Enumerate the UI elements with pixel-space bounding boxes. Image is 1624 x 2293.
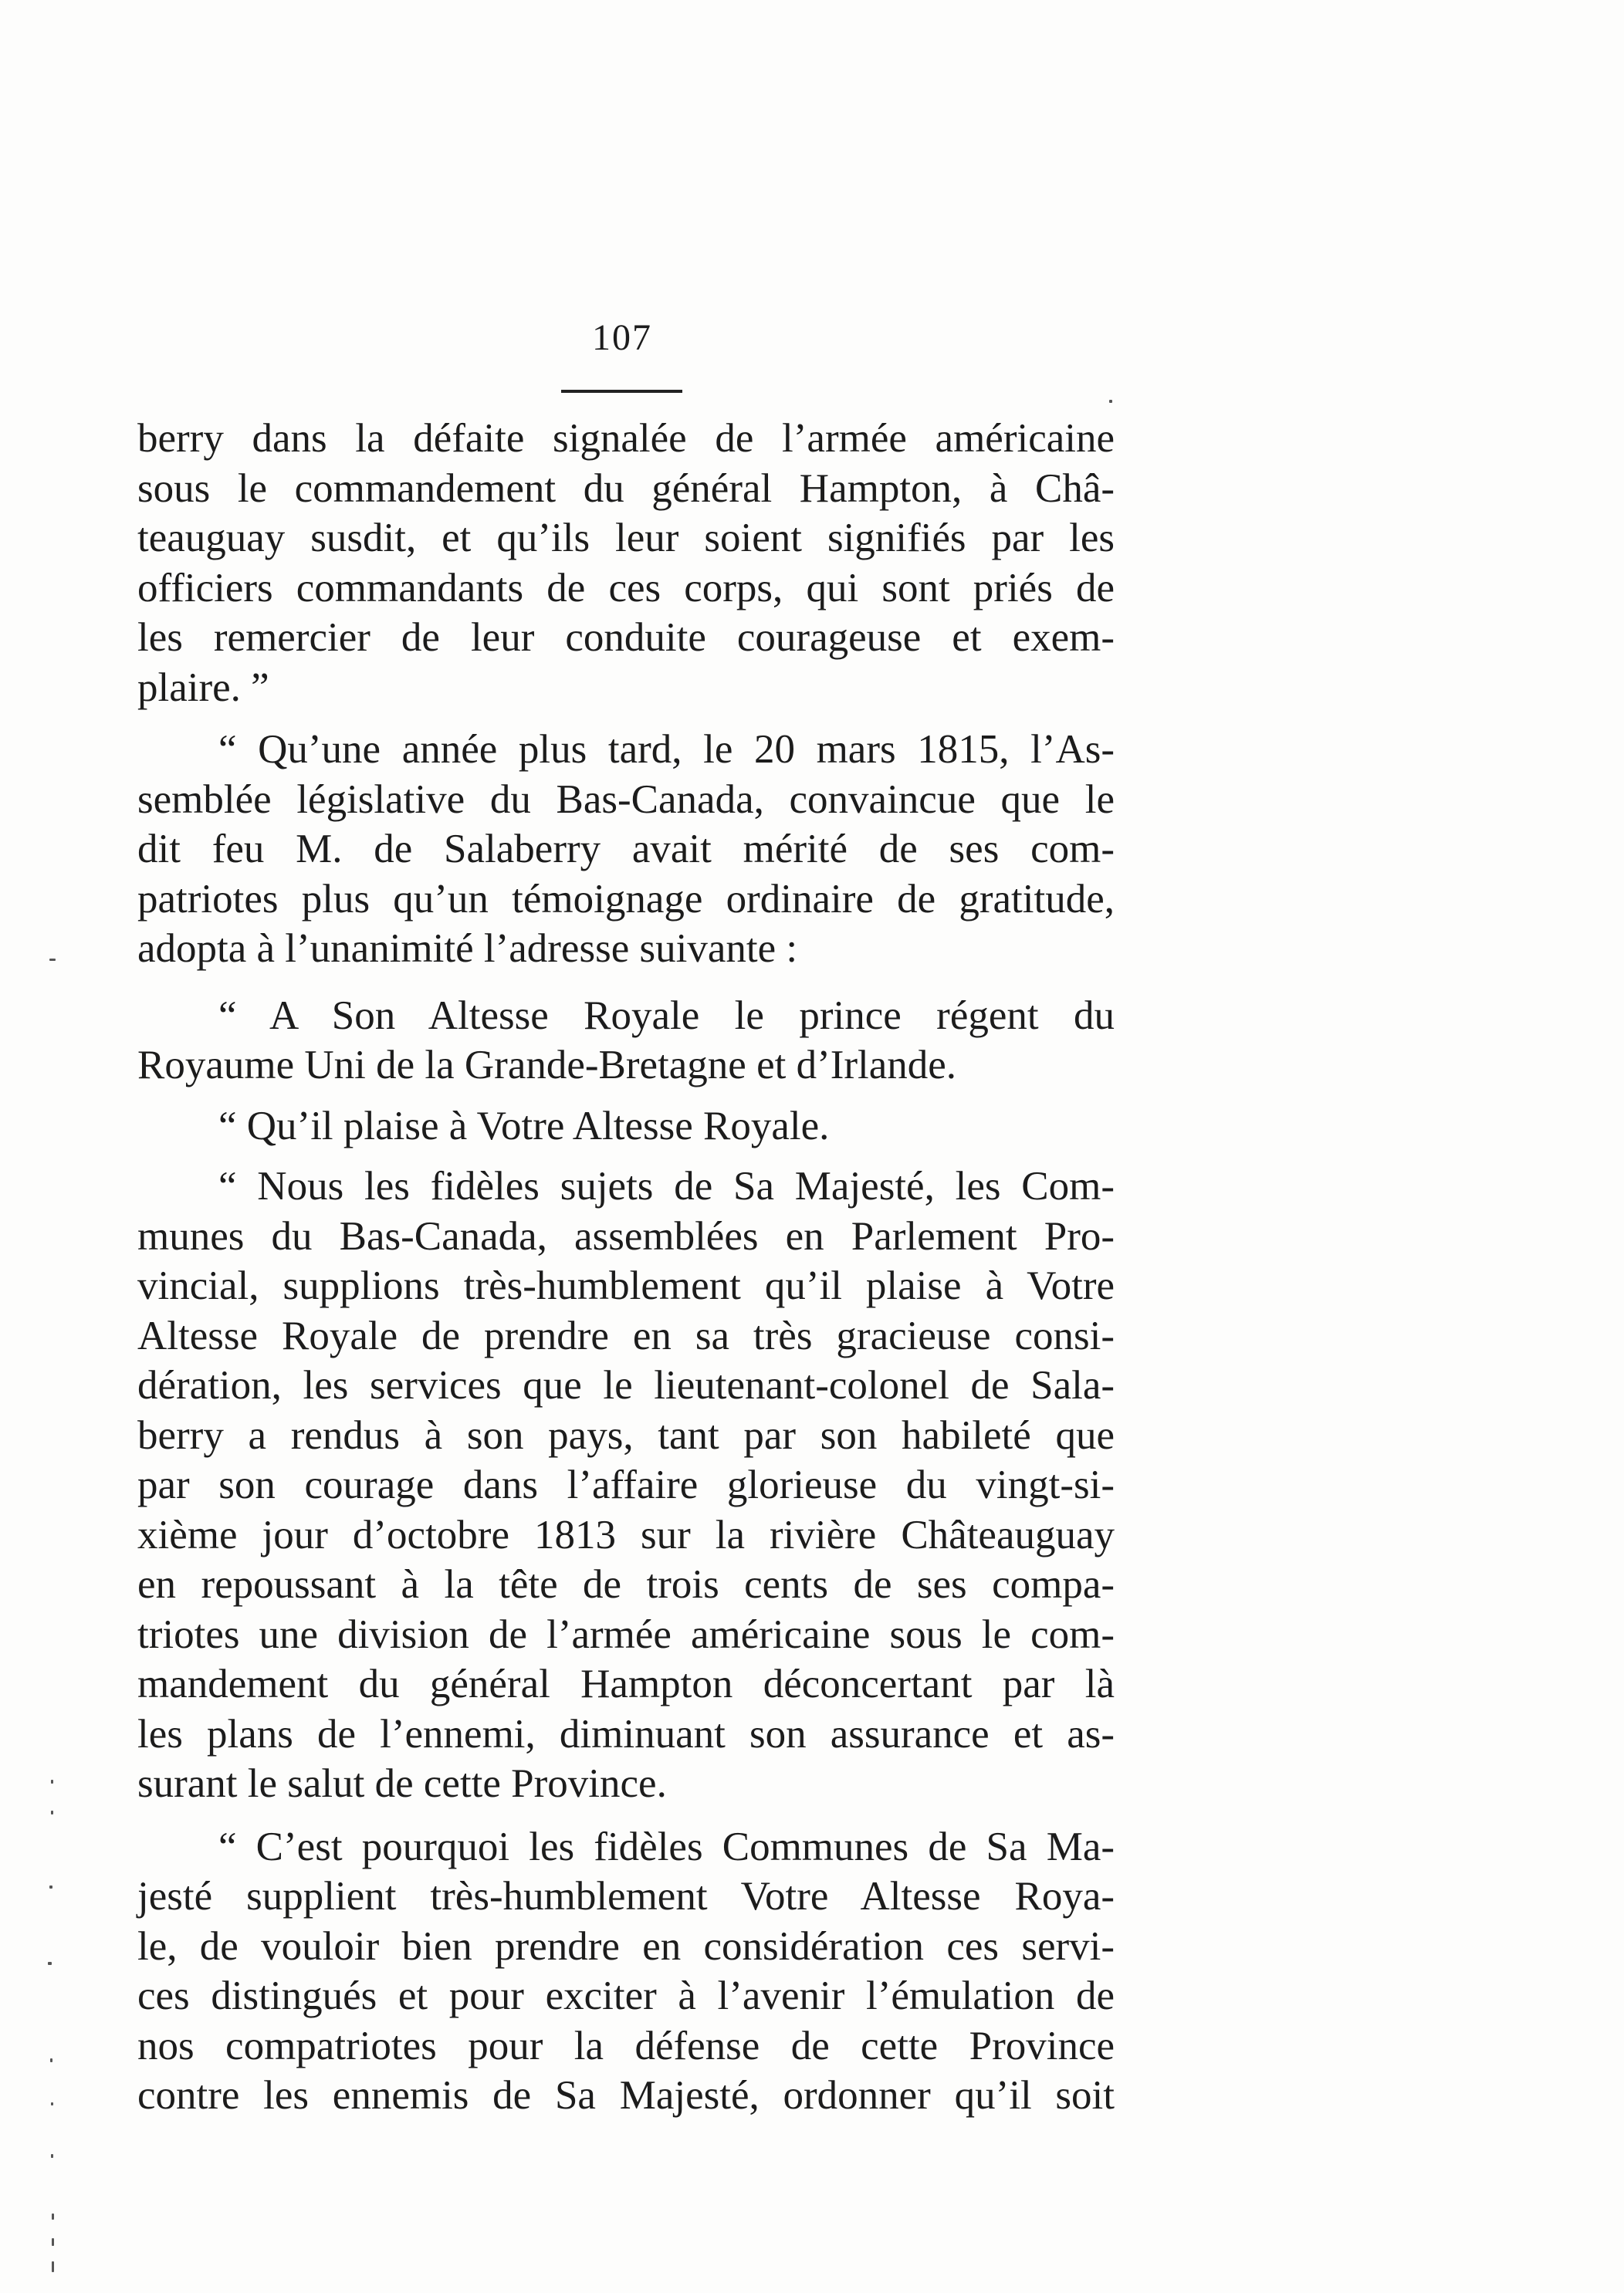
- text-line: surant le salut de cette Province.: [137, 1761, 667, 1806]
- scan-speck: [51, 1811, 53, 1814]
- text-line: Royaume Uni de la Grande-Bretagne et d’Irlande.: [137, 1043, 957, 1087]
- text-line: mandement du général Hampton déconcertant par là: [137, 1662, 1115, 1706]
- text-line: les plans de l’ennemi, diminuant son assurance et as-: [137, 1711, 1115, 1757]
- text-line: vincial, supplions très-humblement qu’il plaise à Votre: [137, 1263, 1115, 1308]
- text-line: les remercier de leur conduite courageuse et exem-: [137, 615, 1115, 660]
- text-line: Altesse Royale de prendre en sa très gracieuse consi-: [137, 1313, 1115, 1358]
- text-line: en repoussant à la tête de trois cents de ses compa-: [137, 1562, 1115, 1607]
- text-line: patriotes plus qu’un témoignage ordinaire de gratitude,: [137, 876, 1115, 922]
- text-line: sous le commandement du général Hampton, à Châ-: [137, 465, 1115, 511]
- page-number: 107: [592, 317, 652, 358]
- text-line: “ A Son Altesse Royale le prince régent du: [218, 993, 1115, 1038]
- paragraph: [137, 414, 1115, 712]
- scan-speck: [52, 2214, 54, 2220]
- paragraph: [137, 1822, 1115, 2121]
- text-line: ces distingués et pour exciter à l’avenir l’émulation de: [137, 1973, 1115, 2018]
- scan-speck: [51, 2154, 53, 2158]
- paragraph: [137, 725, 1115, 974]
- text-line: jesté supplient très-humblement Votre Altesse Roya-: [137, 1874, 1115, 1919]
- text-line: “ Qu’il plaise à Votre Altesse Royale.: [218, 1103, 830, 1148]
- scan-speck: [48, 1962, 52, 1965]
- scan-speck: [51, 2102, 53, 2105]
- text-line: contre les ennemis de Sa Majesté, ordonner qu’il soit: [137, 2073, 1115, 2118]
- scan-speck: [1109, 400, 1112, 403]
- text-line: xième jour d’octobre 1813 sur la rivière Châteauguay: [137, 1512, 1115, 1557]
- text-line: munes du Bas-Canada, assemblées en Parlement Pro-: [137, 1213, 1115, 1259]
- text-line: nos compatriotes pour la défense de cette Province: [137, 2023, 1115, 2068]
- body-text: [137, 414, 1115, 2121]
- scan-speck: [49, 959, 56, 961]
- text-line: dération, les services que le lieutenant-colonel de Sala-: [137, 1363, 1115, 1408]
- scan-speck: [51, 1780, 53, 1784]
- scan-speck: [50, 2058, 52, 2062]
- text-line: berry a rendus à son pays, tant par son habileté que: [137, 1412, 1115, 1458]
- paragraph: [137, 1101, 1115, 1152]
- header-rule: [561, 390, 682, 393]
- text-line: par son courage dans l’affaire glorieuse du vingt-si-: [137, 1463, 1115, 1507]
- scan-speck: [52, 2261, 54, 2272]
- text-line: “ Nous les fidèles sujets de Sa Majesté, les Com-: [218, 1164, 1115, 1209]
- text-line: berry dans la défaite signalée de l’armée américaine: [137, 416, 1115, 461]
- text-line: dit feu M. de Salaberry avait mérité de ses com-: [137, 827, 1115, 871]
- text-line: teauguay susdit, et qu’ils leur soient signifiés par les: [137, 516, 1115, 560]
- text-line: adopta à l’unanimité l’adresse suivante :: [137, 926, 798, 971]
- text-line: semblée législative du Bas-Canada, convaincue que le: [137, 776, 1115, 822]
- text-line: “ C’est pourquoi les fidèles Communes de Sa Ma-: [218, 1824, 1115, 1869]
- text-line: triotes une division de l’armée américaine sous le com-: [137, 1612, 1115, 1657]
- text-line: plaire. ”: [137, 665, 269, 710]
- paragraph: [137, 1162, 1115, 1809]
- text-line: officiers commandants de ces corps, qui sont priés de: [137, 565, 1115, 610]
- text-line: “ Qu’une année plus tard, le 20 mars 1815, l’As-: [218, 727, 1115, 772]
- paragraph: [137, 991, 1115, 1091]
- scan-speck: [49, 1885, 52, 1889]
- text-line: le, de vouloir bien prendre en considération ces servi-: [137, 1923, 1115, 1969]
- scan-speck: [52, 2238, 54, 2246]
